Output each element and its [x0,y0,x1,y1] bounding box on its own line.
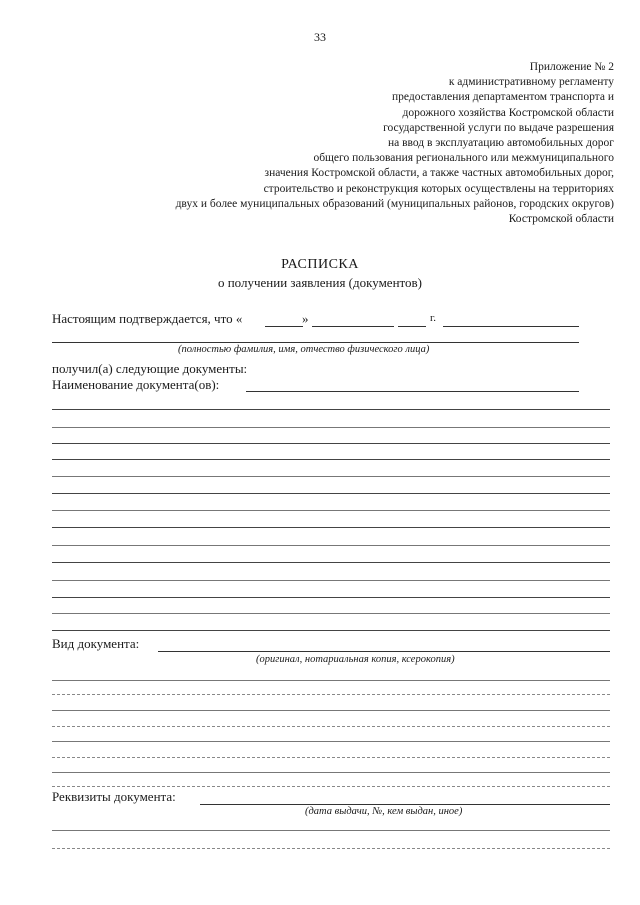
appendix-line: Костромской области [508,213,614,226]
doc-type-hint: (оригинал, нотариальная копия, ксерокопия) [256,654,455,665]
appendix-line: строительство и реконструкция которых осуществлены на территориях [263,182,614,195]
full-name-hint: (полностью фамилия, имя, отчество физического лица) [178,344,430,355]
appendix-line: двух и более муниципальных образований (муниципальных районов, городских округов) [175,197,614,210]
doc-name-line[interactable] [52,597,610,598]
appendix-line: государственной услуги по выдаче разрешения [383,121,614,134]
doc-type-line[interactable] [52,694,610,695]
day-field[interactable] [265,326,303,327]
appendix-header [134,60,614,227]
doc-name-line[interactable] [52,409,610,410]
doc-name-line[interactable] [52,427,610,428]
details-field[interactable] [200,804,610,805]
doc-type-line[interactable] [52,741,610,742]
doc-name-line[interactable] [52,527,610,528]
doc-type-line[interactable] [52,786,610,787]
month-field[interactable] [312,326,394,327]
year-suffix: г. [430,312,437,324]
doc-type-label: Вид документа: [52,636,140,651]
appendix-line: значения Костромской области, а также частных автомобильных дорог, [264,167,614,180]
doc-type-line[interactable] [52,757,610,758]
page-number: 33 [314,30,326,44]
received-label: получил(а) следующие документы: [52,361,248,376]
doc-type-line[interactable] [52,680,610,681]
document-title: РАСПИСКА [281,257,359,272]
details-line[interactable] [52,830,610,831]
details-hint: (дата выдачи, №, кем выдан, иное) [305,806,463,817]
appendix-line: Приложение № 2 [529,61,614,73]
appendix-line: предоставления департаментом транспорта и [392,91,614,104]
appendix-line: общего пользования регионального или межмуниципального [313,152,614,165]
doc-name-line[interactable] [52,562,610,563]
doc-type-field[interactable] [158,651,610,652]
doc-name-label: Наименование документа(ов): [52,377,220,392]
doc-name-line[interactable] [52,613,610,614]
doc-type-line[interactable] [52,772,610,773]
doc-name-line[interactable] [52,510,610,511]
doc-name-line[interactable] [52,493,610,494]
doc-name-line[interactable] [52,545,610,546]
confirm-close-quote: » [302,311,309,326]
doc-name-line[interactable] [52,476,610,477]
appendix-line: дорожного хозяйства Костромской области [402,106,614,119]
appendix-line: к административному регламенту [448,76,614,89]
doc-type-line[interactable] [52,726,610,727]
appendix-line: на ввод в эксплуатацию автомобильных дорог [387,137,614,150]
doc-type-line[interactable] [52,710,610,711]
year-field[interactable] [398,326,426,327]
doc-name-line[interactable] [52,459,610,460]
doc-name-line[interactable] [52,443,610,444]
details-line[interactable] [52,848,610,849]
doc-name-line[interactable] [52,580,610,581]
details-label: Реквизиты документа: [52,789,176,804]
date-tail-field[interactable] [443,326,579,327]
doc-name-line[interactable] [52,630,610,631]
document-subtitle: о получении заявления (документов) [217,275,423,290]
doc-name-field[interactable] [246,391,579,392]
full-name-field[interactable] [52,342,579,343]
confirm-prefix: Настоящим подтверждается, что « [52,311,243,326]
